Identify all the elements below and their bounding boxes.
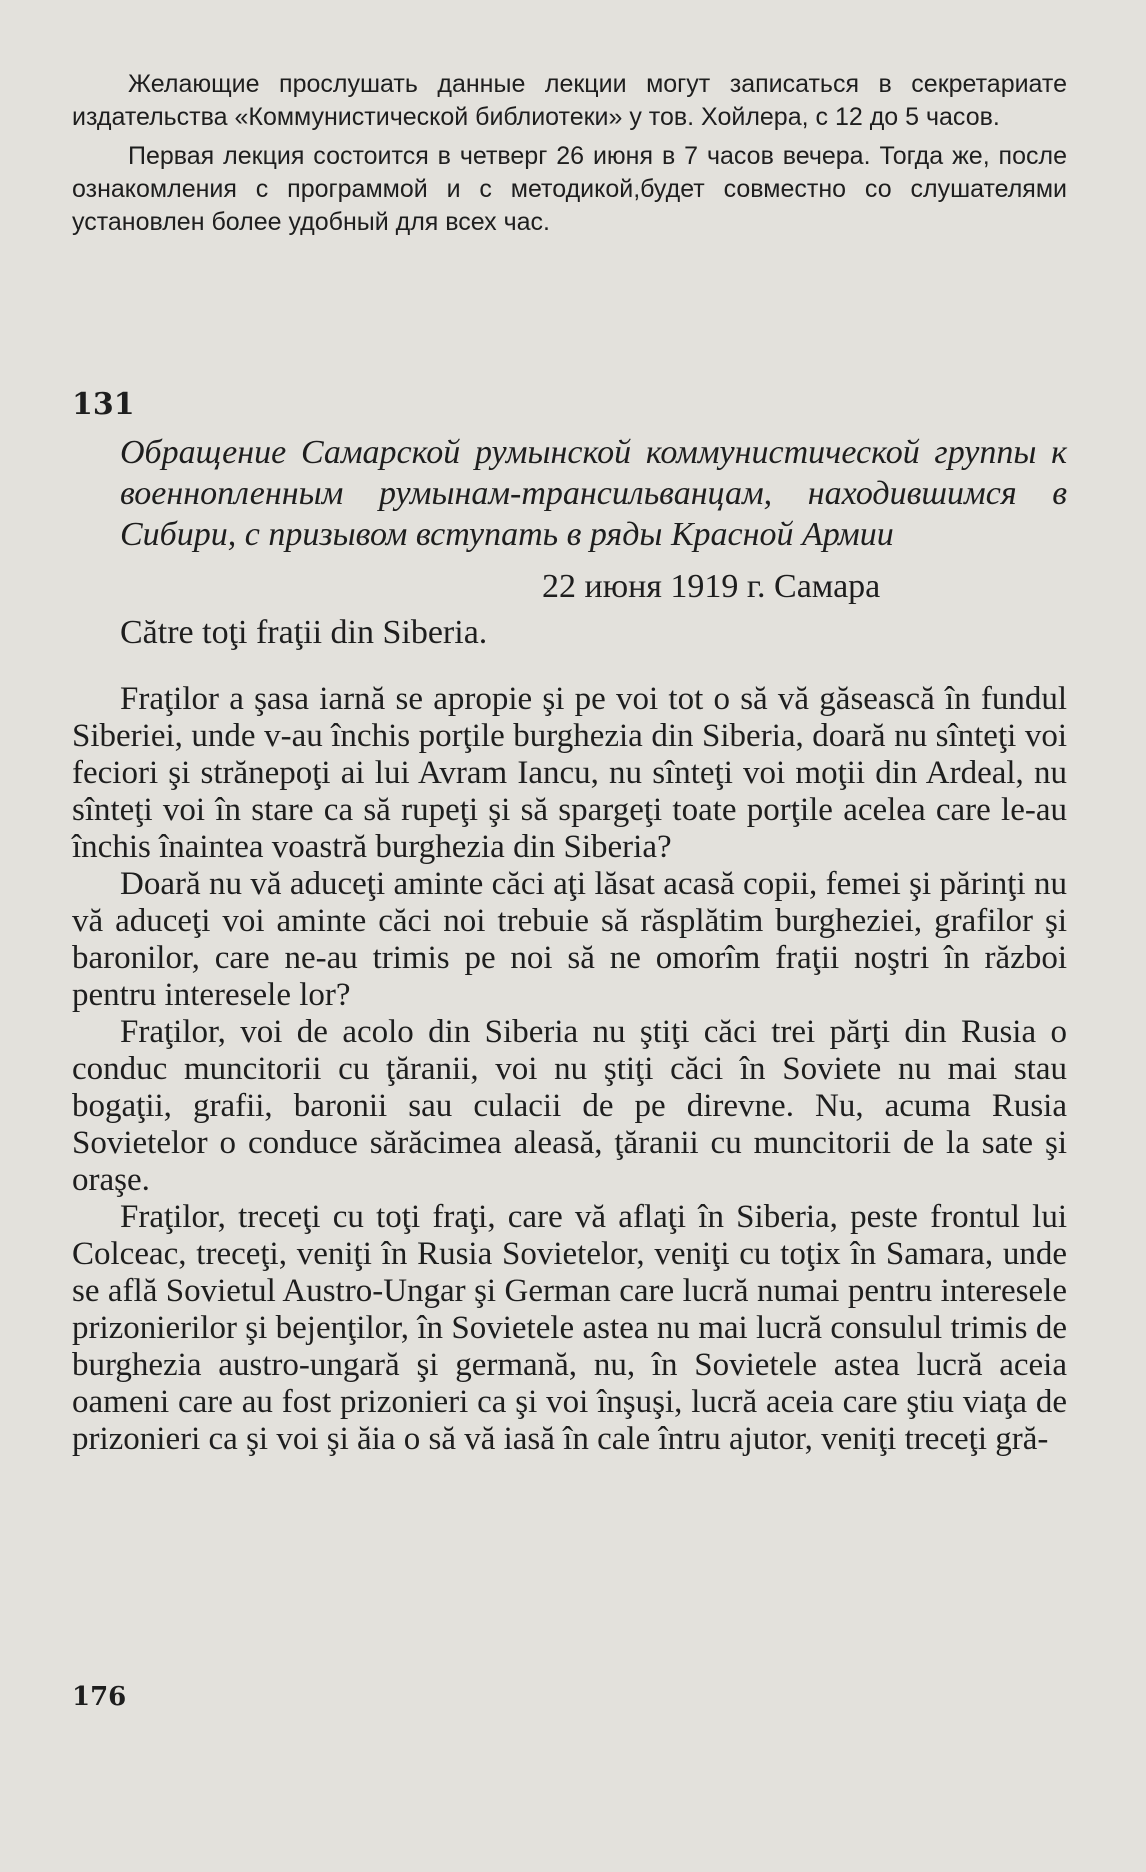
- top-paragraph-1: Желающие прослушать данные лекции могут записаться в секретариате издательства «Коммунистической библиотеки» у тов. Хойлера, с 12 до 5 часов.: [72, 70, 1067, 131]
- page-content: [72, 68, 1067, 1458]
- page-number: 176: [72, 1682, 127, 1712]
- document-greeting: Către toţi fraţii din Siberia.: [120, 614, 488, 651]
- document-title: Обращение Самарской румынской коммунистической группы к военнопленным румынам-трансильванцам, находившимся в Сибири, с призывом вступать в ряды Красной Армии: [120, 434, 1067, 553]
- document-date-place: 22 июня 1919 г. Самара: [542, 568, 881, 605]
- top-paragraph-2: Первая лекция состоится в четверг 26 июня в 7 часов вечера. Тогда же, после ознакомления с программой и с методикой,будет совместно со слушателями установлен более удобный для всех час.: [72, 142, 1067, 236]
- document-number: 131: [72, 387, 135, 422]
- body-paragraph-2: Doară nu vă aduceţi aminte căci aţi lăsat acasă copii, femei şi părinţi nu vă aduceţi voi aminte căci noi trebuie să răsplătim burgheziei, grafilor şi baronilor, care ne-au trimis pe noi să ne omorîm fraţii noştri în război pentru interesele lor?: [72, 866, 1067, 1013]
- body-paragraph-1: Fraţilor a şasa iarnă se apropie şi pe voi tot o să vă găsească în fundul Siberiei, unde v-au închis porţile burghezia din Siberia, doară nu sînteţi voi feciori şi strănepoţi ai lui Avram Iancu, nu sînteţi voi moţii din Ardeal, nu sînteţi voi în stare ca să rupeţi şi să spargeţi toate porţile acelea care le-au închis înaintea voastră burghezia din Siberia?: [72, 681, 1067, 865]
- body-paragraph-3: Fraţilor, voi de acolo din Siberia nu ştiţi căci trei părţi din Rusia o conduc muncitorii cu ţăranii, voi nu ştiţi căci în Soviete nu mai stau bogaţii, grafii, baronii sau culacii de pe direvne. Nu, acuma Rusia Sovietelor o conduce sărăcimea aleasă, ţăranii cu muncitorii de la sate şi oraşe.: [72, 1014, 1067, 1198]
- body-paragraph-4: Fraţilor, treceţi cu toţi fraţi, care vă aflaţi în Siberia, peste frontul lui Colceac, treceţi, veniţi în Rusia Sovietelor, veniţi cu toţix în Samara, unde se află Sovietul Austro-Ungar şi German care lucră numai pentru interesele prizonierilor şi bejenţilor, în Sovietele astea nu mai lucră consulul trimis de burghezia austro-ungară şi germană, nu, în Sovietele astea lucră aceia oameni care au fost prizonieri ca şi voi înşuşi, lucră aceia care ştiu viaţa de prizonieri ca şi voi şi ăia o să vă iasă în cale întru ajutor, veniţi treceţi gră-: [72, 1199, 1067, 1457]
